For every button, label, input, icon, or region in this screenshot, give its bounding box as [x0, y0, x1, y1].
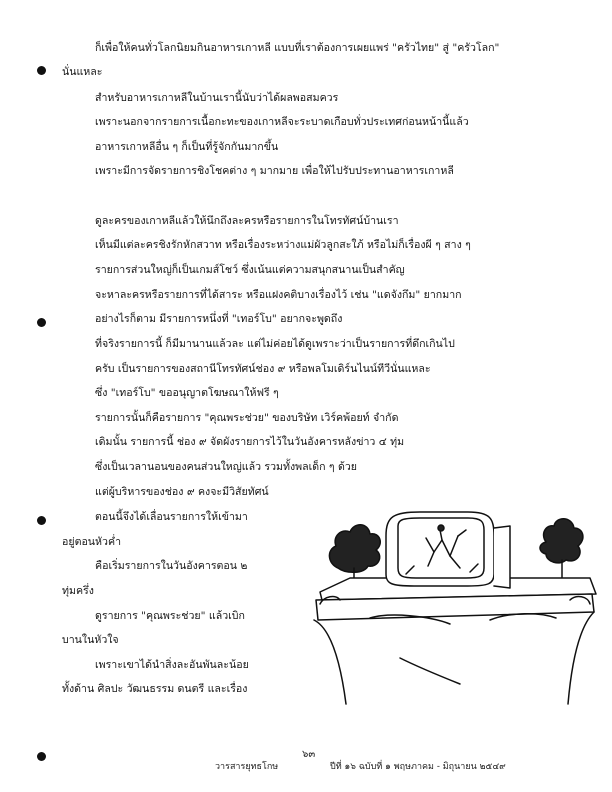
text-line: ก็เพื่อให้คนทั่วโลกนิยมกินอาหารเกาหลี แบบที่เราต้องการเผยแพร่ "ครัวไทย" สู่ "ครัวโลก" — [95, 42, 500, 54]
text-line: คือเริ่มรายการในวันอังคารตอน ๒ — [95, 560, 248, 572]
text-line: ที่จริงรายการนี้ ก็มีมานานแล้วละ แต่ไม่ค่อยได้ดูเพราะว่าเป็นรายการที่ดึกเกินไป — [95, 338, 455, 350]
text-line: อาหารเกาหลีอื่น ๆ ก็เป็นที่รู้จักกันมากขึ้น — [95, 141, 279, 153]
text-line: อยู่ตอนหัวค่ำ — [62, 536, 122, 548]
text-line: อย่างไรก็ตาม มีรายการหนึ่งที่ "เทอร์โบ" อยากจะพูดถึง — [95, 313, 343, 325]
text-line: ทั้งด้าน ศิลปะ วัฒนธรรม ดนตรี และเรื่อง — [62, 683, 248, 695]
text-line: ครับ เป็นรายการของสถานีโทรทัศน์ช่อง ๙ หรือพลโมเดิร์นไนน์ทีวีนั่นแหละ — [95, 363, 431, 375]
stand — [314, 578, 596, 704]
footer-journal-name: วารสารยุทธโกษ — [215, 762, 279, 772]
text-line: บานในหัวใจ — [62, 634, 119, 646]
text-line: จะหาละครหรือรายการที่ได้สาระ หรือแฝงคติบางเรื่องไว้ เช่น "แดจังกึม" ยากมาก — [95, 289, 462, 301]
text-line: ทุ่มครึ่ง — [62, 585, 94, 597]
text-line: รายการนั้นก็คือรายการ "คุณพระช่วย" ของบริษัท เวิร์คพ้อยท์ จำกัด — [95, 412, 399, 424]
text-line: นั่นแหละ — [62, 66, 103, 78]
punch-hole-mark — [37, 752, 46, 761]
text-line: เพราะเขาได้นำสิ่งละอันพันละน้อย — [95, 659, 249, 671]
text-line: รายการส่วนใหญ่ก็เป็นเกมส์โชว์ ซึ่งเน้นแต่ความสนุกสนานเป็นสำคัญ — [95, 264, 405, 276]
punch-hole-mark — [37, 66, 46, 75]
text-line: สำหรับอาหารเกาหลีในบ้านเรานี้นับว่าได้ผลพอสมควร — [95, 92, 339, 104]
text-line: ซึ่งเป็นเวลานอนของคนส่วนใหญ่แล้ว รวมทั้งพลเด็ก ๆ ด้วย — [95, 461, 358, 473]
text-line: เห็นมีแต่ละครชิงรักหักสวาท หรือเรื่องระหว่างแม่ผัวลูกสะใภ้ หรือไม่ก็เรื่องผี ๆ สาง ๆ — [95, 239, 471, 251]
text-line: เพราะนอกจากรายการเนื้อกะทะของเกาหลีจะระบาดเกือบทั่วประเทศก่อนหน้านี้แล้ว — [95, 116, 469, 128]
tree-right — [540, 519, 583, 580]
text-line: ซึ่ง "เทอร์โบ" ขออนุญาตโฆษณาให้ฟรี ๆ — [95, 387, 279, 399]
television-illustration — [310, 508, 600, 708]
text-line: เพราะมีการจัดรายการชิงโชคต่าง ๆ มากมาย เพื่อให้ไปรับประทานอาหารเกาหลี — [95, 165, 454, 177]
page-number: ๖๓ — [302, 749, 316, 760]
text-line: ตอนนี้จึงได้เลื่อนรายการให้เข้ามา — [95, 511, 248, 523]
text-line: เดิมนั้น รายการนี้ ช่อง ๙ จัดผังรายการไว้ในวันอังคารหลังข่าว ๔ ทุ่ม — [95, 436, 405, 448]
text-line: ดูละครของเกาหลีแล้วให้นึกถึงละครหรือรายการในโทรทัศน์บ้านเรา — [95, 215, 399, 227]
punch-hole-mark — [37, 516, 46, 525]
text-line: แต่ผู้บริหารของช่อง ๙ คงจะมีวิสัยทัศน์ — [95, 486, 269, 498]
punch-hole-mark — [37, 318, 46, 327]
television — [386, 512, 510, 588]
text-line: ดูรายการ "คุณพระช่วย" แล้วเบิก — [95, 610, 245, 622]
footer-issue-info: ปีที่ ๑๖ ฉบับที่ ๑ พฤษภาคม - มิถุนายน ๒๕๔๙ — [330, 762, 506, 772]
